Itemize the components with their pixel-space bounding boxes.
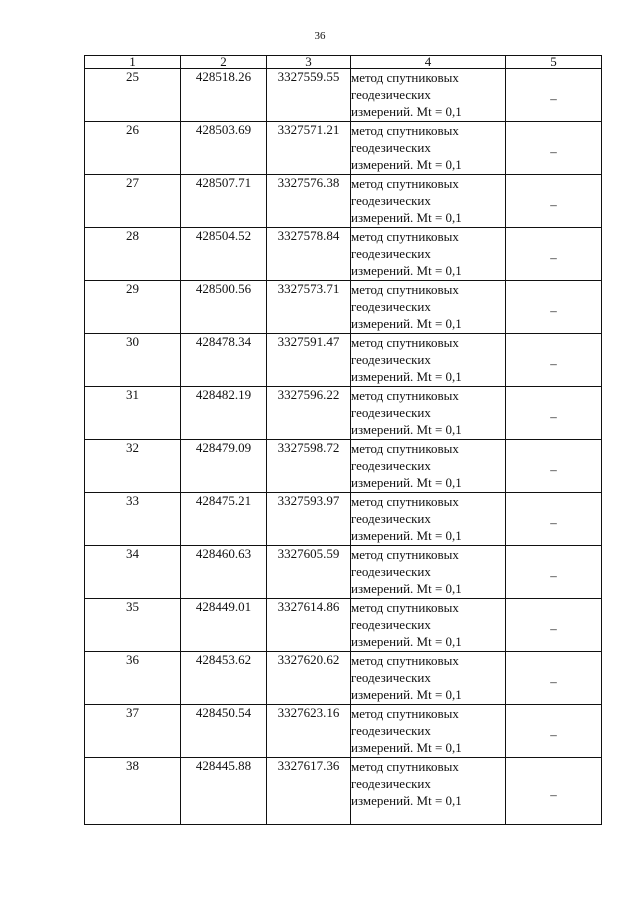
method-cell <box>351 334 506 387</box>
method-line: геодезических <box>351 246 431 261</box>
dash-value: – <box>550 91 557 106</box>
y-coordinate-cell: 3327573.71 <box>267 281 351 334</box>
table-row <box>85 175 602 228</box>
point-number-cell: 29 <box>85 281 181 334</box>
method-cell <box>351 758 506 825</box>
column-5-cell <box>506 69 602 122</box>
dash-value: – <box>550 462 557 477</box>
method-line: измерений. Mt = 0,1 <box>351 157 462 172</box>
x-coordinate-cell: 428518.26 <box>181 69 267 122</box>
method-line: геодезических <box>351 299 431 314</box>
x-coordinate-cell: 428504.52 <box>181 228 267 281</box>
dash-value: – <box>550 197 557 212</box>
dash-value: – <box>550 727 557 742</box>
method-line: метод спутниковых <box>351 494 459 509</box>
dash-value: – <box>550 356 557 371</box>
point-number-cell: 32 <box>85 440 181 493</box>
method-line: метод спутниковых <box>351 600 459 615</box>
column-5-cell <box>506 440 602 493</box>
method-line: измерений. Mt = 0,1 <box>351 687 462 702</box>
table-row <box>85 652 602 705</box>
method-line: измерений. Mt = 0,1 <box>351 316 462 331</box>
x-coordinate-cell: 428445.88 <box>181 758 267 825</box>
page-number: 36 <box>314 30 326 42</box>
dash-value: – <box>550 250 557 265</box>
method-cell <box>351 228 506 281</box>
dash-value: – <box>550 515 557 530</box>
method-line: измерений. Mt = 0,1 <box>351 369 462 384</box>
table-row <box>85 705 602 758</box>
column-header-4: 4 <box>351 56 506 69</box>
y-coordinate-cell: 3327593.97 <box>267 493 351 546</box>
y-coordinate-cell: 3327576.38 <box>267 175 351 228</box>
y-coordinate-cell: 3327614.86 <box>267 599 351 652</box>
column-header-3: 3 <box>267 56 351 69</box>
method-line: измерений. Mt = 0,1 <box>351 793 462 808</box>
dash-value: – <box>550 621 557 636</box>
method-line: измерений. Mt = 0,1 <box>351 104 462 119</box>
table-row <box>85 122 602 175</box>
y-coordinate-cell: 3327578.84 <box>267 228 351 281</box>
point-number-cell: 26 <box>85 122 181 175</box>
method-cell <box>351 281 506 334</box>
method-line: метод спутниковых <box>351 123 459 138</box>
method-cell <box>351 652 506 705</box>
method-line: метод спутниковых <box>351 176 459 191</box>
method-cell <box>351 546 506 599</box>
method-line: геодезических <box>351 405 431 420</box>
point-number-cell: 33 <box>85 493 181 546</box>
table-row <box>85 69 602 122</box>
method-cell <box>351 705 506 758</box>
method-cell <box>351 69 506 122</box>
method-line: метод спутниковых <box>351 547 459 562</box>
method-line: геодезических <box>351 564 431 579</box>
y-coordinate-cell: 3327598.72 <box>267 440 351 493</box>
method-line: метод спутниковых <box>351 706 459 721</box>
method-line: геодезических <box>351 140 431 155</box>
method-line: геодезических <box>351 511 431 526</box>
method-line: метод спутниковых <box>351 388 459 403</box>
y-coordinate-cell: 3327559.55 <box>267 69 351 122</box>
method-line: геодезических <box>351 776 431 791</box>
column-5-cell <box>506 334 602 387</box>
method-line: измерений. Mt = 0,1 <box>351 475 462 490</box>
y-coordinate-cell: 3327591.47 <box>267 334 351 387</box>
point-number-cell: 27 <box>85 175 181 228</box>
point-number-cell: 38 <box>85 758 181 825</box>
x-coordinate-cell: 428450.54 <box>181 705 267 758</box>
method-line: метод спутниковых <box>351 282 459 297</box>
header-row <box>85 56 602 69</box>
method-line: геодезических <box>351 617 431 632</box>
method-line: геодезических <box>351 193 431 208</box>
point-number-cell: 35 <box>85 599 181 652</box>
column-5-cell <box>506 493 602 546</box>
method-line: метод спутниковых <box>351 441 459 456</box>
y-coordinate-cell: 3327605.59 <box>267 546 351 599</box>
x-coordinate-cell: 428475.21 <box>181 493 267 546</box>
table-row <box>85 334 602 387</box>
dash-value: – <box>550 787 557 802</box>
method-line: измерений. Mt = 0,1 <box>351 634 462 649</box>
point-number-cell: 31 <box>85 387 181 440</box>
column-5-cell <box>506 599 602 652</box>
table-row <box>85 440 602 493</box>
dash-value: – <box>550 409 557 424</box>
method-line: измерений. Mt = 0,1 <box>351 422 462 437</box>
method-line: метод спутниковых <box>351 653 459 668</box>
x-coordinate-cell: 428460.63 <box>181 546 267 599</box>
x-coordinate-cell: 428482.19 <box>181 387 267 440</box>
method-line: измерений. Mt = 0,1 <box>351 740 462 755</box>
coordinates-table <box>84 55 602 825</box>
column-header-2: 2 <box>181 56 267 69</box>
method-cell <box>351 493 506 546</box>
column-5-cell <box>506 758 602 825</box>
method-line: метод спутниковых <box>351 229 459 244</box>
table-row <box>85 387 602 440</box>
method-line: метод спутниковых <box>351 335 459 350</box>
column-5-cell <box>506 387 602 440</box>
method-cell <box>351 387 506 440</box>
y-coordinate-cell: 3327617.36 <box>267 758 351 825</box>
method-cell <box>351 440 506 493</box>
x-coordinate-cell: 428478.34 <box>181 334 267 387</box>
method-line: измерений. Mt = 0,1 <box>351 528 462 543</box>
x-coordinate-cell: 428449.01 <box>181 599 267 652</box>
method-line: метод спутниковых <box>351 759 459 774</box>
column-5-cell <box>506 281 602 334</box>
column-5-cell <box>506 122 602 175</box>
column-5-cell <box>506 652 602 705</box>
method-line: измерений. Mt = 0,1 <box>351 581 462 596</box>
column-5-cell <box>506 175 602 228</box>
point-number-cell: 37 <box>85 705 181 758</box>
table-body <box>85 69 602 825</box>
column-5-cell <box>506 546 602 599</box>
method-line: геодезических <box>351 352 431 367</box>
point-number-cell: 34 <box>85 546 181 599</box>
x-coordinate-cell: 428500.56 <box>181 281 267 334</box>
y-coordinate-cell: 3327623.16 <box>267 705 351 758</box>
method-cell <box>351 175 506 228</box>
y-coordinate-cell: 3327596.22 <box>267 387 351 440</box>
y-coordinate-cell: 3327620.62 <box>267 652 351 705</box>
method-cell <box>351 599 506 652</box>
y-coordinate-cell: 3327571.21 <box>267 122 351 175</box>
x-coordinate-cell: 428503.69 <box>181 122 267 175</box>
point-number-cell: 25 <box>85 69 181 122</box>
column-header-1: 1 <box>85 56 181 69</box>
point-number-cell: 36 <box>85 652 181 705</box>
method-line: геодезических <box>351 458 431 473</box>
x-coordinate-cell: 428507.71 <box>181 175 267 228</box>
x-coordinate-cell: 428479.09 <box>181 440 267 493</box>
method-line: геодезических <box>351 723 431 738</box>
method-line: измерений. Mt = 0,1 <box>351 210 462 225</box>
method-line: измерений. Mt = 0,1 <box>351 263 462 278</box>
table-row <box>85 493 602 546</box>
dash-value: – <box>550 303 557 318</box>
column-5-cell <box>506 705 602 758</box>
method-line: геодезических <box>351 87 431 102</box>
point-number-cell: 30 <box>85 334 181 387</box>
table-row <box>85 599 602 652</box>
column-header-5: 5 <box>506 56 602 69</box>
table-row <box>85 228 602 281</box>
column-5-cell <box>506 228 602 281</box>
x-coordinate-cell: 428453.62 <box>181 652 267 705</box>
table-row <box>85 758 602 825</box>
table-row <box>85 281 602 334</box>
point-number-cell: 28 <box>85 228 181 281</box>
dash-value: – <box>550 568 557 583</box>
method-cell <box>351 122 506 175</box>
dash-value: – <box>550 674 557 689</box>
method-line: геодезических <box>351 670 431 685</box>
method-line: метод спутниковых <box>351 70 459 85</box>
dash-value: – <box>550 144 557 159</box>
table-row <box>85 546 602 599</box>
